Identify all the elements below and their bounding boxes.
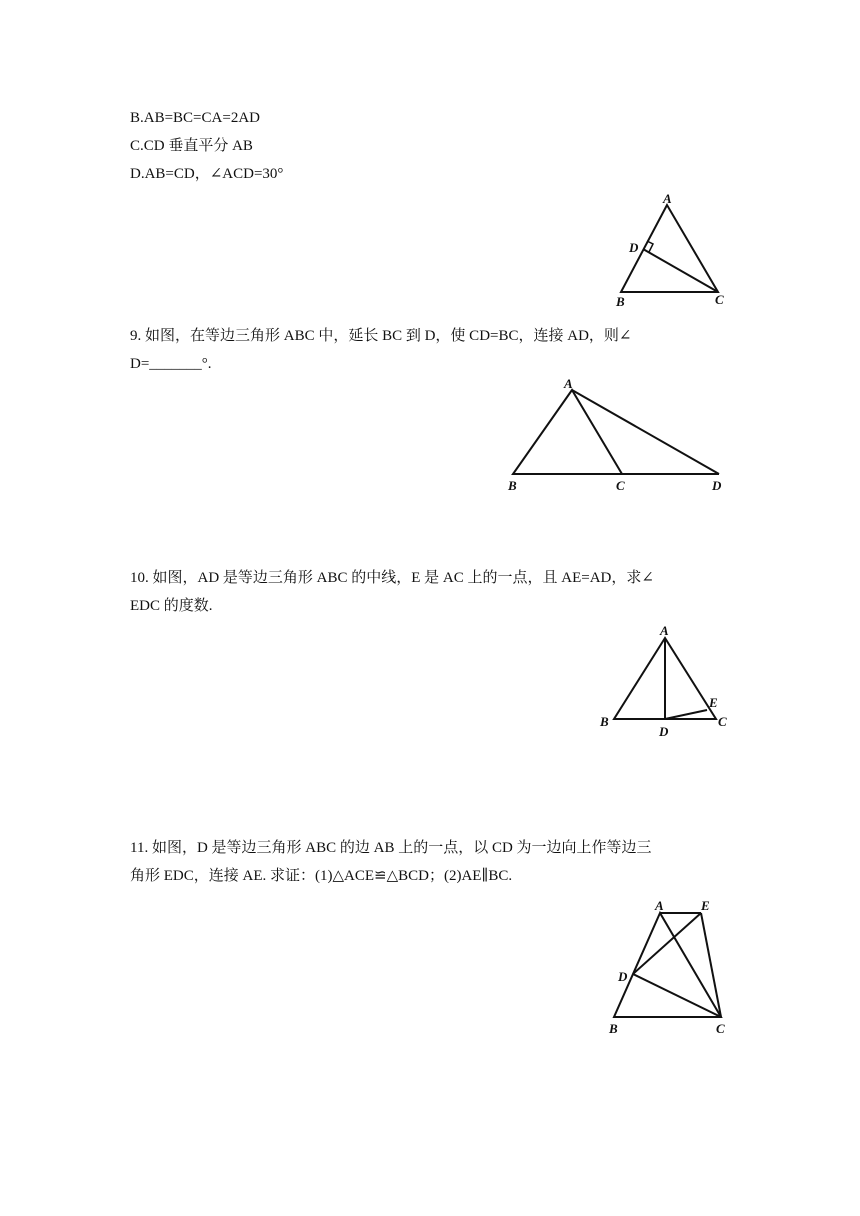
- label-b: B: [609, 1021, 618, 1036]
- label-d: D: [712, 478, 722, 493]
- label-d: D: [618, 969, 628, 984]
- label-a: A: [663, 191, 672, 206]
- q10-line2: EDC 的度数.: [130, 598, 213, 614]
- label-b: B: [600, 714, 609, 729]
- q9-line2: D=_______°.: [130, 356, 212, 372]
- option-b: B.AB=BC=CA=2AD: [130, 110, 260, 126]
- label-c: C: [718, 714, 727, 729]
- figure-q9: [500, 372, 740, 497]
- label-d: D: [659, 724, 669, 739]
- label-c: C: [716, 1021, 725, 1036]
- label-e: E: [709, 695, 718, 710]
- label-a: A: [660, 623, 669, 638]
- segment-ad: [572, 390, 719, 474]
- label-b: B: [508, 478, 517, 493]
- option-c: C.CD 垂直平分 AB: [130, 138, 253, 154]
- label-a: A: [564, 376, 573, 391]
- segment-de: [665, 710, 707, 719]
- label-b: B: [616, 294, 625, 309]
- segment-dc: [643, 249, 718, 292]
- triangle-abc: [513, 390, 622, 474]
- figure-q10: [595, 618, 740, 743]
- label-e: E: [701, 898, 710, 913]
- label-d: D: [629, 240, 639, 255]
- q11-line2: 角形 EDC，连接 AE. 求证：(1)△ACE≌△BCD；(2)AE∥BC.: [130, 868, 513, 884]
- q9-line1: 9. 如图，在等边三角形 ABC 中，延长 BC 到 D，使 CD=BC，连接 AD，则∠: [130, 328, 632, 344]
- figure-q11: [600, 896, 740, 1041]
- label-c: C: [715, 292, 724, 307]
- q10-line1: 10. 如图，AD 是等边三角形 ABC 的中线，E 是 AC 上的一点，且 AE=AD，求∠: [130, 570, 654, 586]
- option-d: D.AB=CD，∠ACD=30°: [130, 166, 284, 182]
- label-c: C: [616, 478, 625, 493]
- figure-q8: [605, 188, 735, 313]
- label-a: A: [655, 898, 664, 913]
- q11-line1: 11. 如图，D 是等边三角形 ABC 的边 AB 上的一点，以 CD 为一边向上作等边三: [130, 840, 652, 856]
